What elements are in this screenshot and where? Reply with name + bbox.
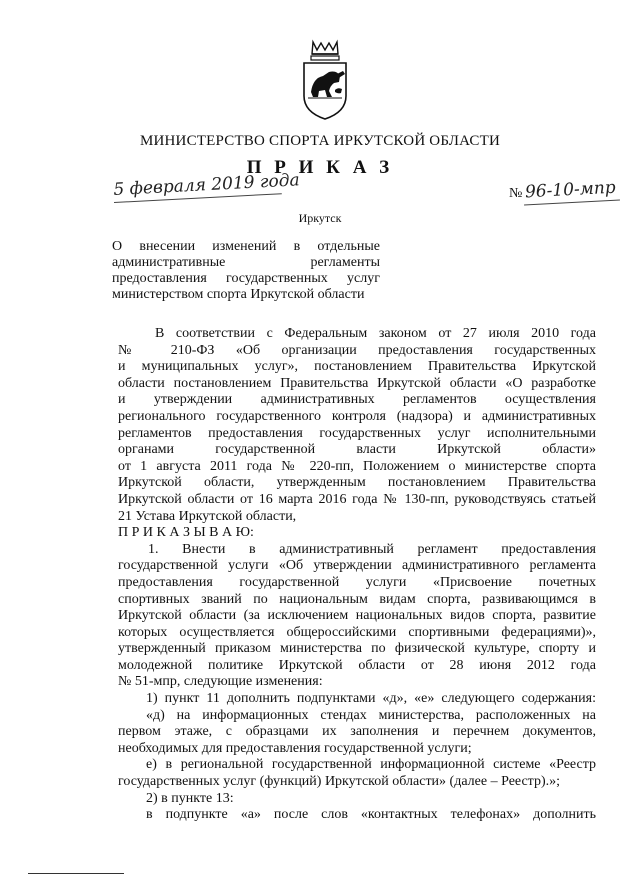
handwritten-number: 96-10-мпр (524, 177, 617, 203)
handwritten-date: 5 февраля 2019 года (112, 170, 301, 200)
body-line: в подпункте «а» после слов «контактных телефонах» дополнить (146, 807, 596, 823)
body-line: и муниципальных услуг», постановлением Правительства Иркутской (118, 359, 596, 375)
subject-line: министерством спорта Иркутской области (112, 287, 365, 302)
document-type-title: П Р И К А З (246, 157, 394, 178)
body-line: № 210-ФЗ «Об организации предоставления государственных (118, 342, 596, 358)
body-line: государственных услуг (функций) Иркутской области» (далее – Реестр).»; (118, 774, 561, 790)
order-subject (112, 239, 380, 303)
order-directive: П Р И К А З Ы В А Ю: (118, 525, 254, 541)
body-line: Иркутской области, утвержденным постановлением Правительства (118, 475, 596, 491)
body-line: регионального государственного контроля (надзора) и административных (118, 408, 596, 424)
body-line: молодежной политике Иркутской области от 28 июня 2012 года (118, 657, 596, 673)
irkutsk-coat-of-arms-icon (299, 38, 351, 122)
body-line: первом этаже, с образцами их заполнения и перечнем документов, (118, 724, 596, 740)
body-line: 1. Внести в административный регламент предоставления (148, 541, 596, 557)
body-line: Иркутской области (за исключением национальных видов спорта, развитие (118, 608, 596, 624)
body-line: которых осуществляется общероссийскими спортивными федерациями)», (118, 624, 596, 640)
body-line: области постановлением Правительства Иркутской области «О разработке (118, 375, 596, 391)
body-line: и утверждении административных регламентов осуществления (118, 392, 596, 408)
order-body (118, 326, 596, 824)
body-line: спортивных званий по национальным видам спорта, развивающимся в (118, 591, 596, 607)
number-sign: № (509, 186, 523, 201)
subject-line: предоставления государственных услуг (112, 271, 380, 286)
body-line: 2) в пункте 13: (146, 790, 234, 806)
body-line: утвержденный приказом министерства по физической культуре, спорту и (118, 641, 596, 657)
footnote-separator (28, 873, 124, 874)
body-line: е) в региональной государственной информационной системе «Реестр (146, 757, 596, 773)
body-line: № 51-мпр, следующие изменения: (118, 674, 323, 690)
body-line: В соответствии с Федеральным законом от 27 июля 2010 года (155, 326, 596, 341)
body-line: государственной услуги «Об утверждении административного регламента (118, 558, 596, 574)
body-line: «д) на информационных стендах министерства, расположенных на (146, 707, 596, 723)
ministry-name: МИНИСТЕРСТВО СПОРТА ИРКУТСКОЙ ОБЛАСТИ (139, 133, 501, 149)
body-line: от 1 августа 2011 года № 220-пп, Положением о министерстве спорта (118, 458, 596, 474)
subject-line: О внесении изменений в отдельные (112, 239, 380, 254)
body-line: Иркутской области от 16 марта 2016 года № 130-пп, руководствуясь статьей (118, 491, 596, 507)
body-line: предоставления государственной услуги «Присвоение почетных (118, 574, 596, 590)
body-line: 21 Устава Иркутской области, (118, 508, 297, 524)
city-name: Иркутск (298, 211, 342, 225)
body-line: необходимых для предоставления государственной услуги; (118, 740, 472, 756)
body-line: органами государственной власти Иркутской области» (118, 442, 596, 458)
body-line: 1) пункт 11 дополнить подпунктами «д», «е» следующего содержания: (146, 691, 596, 707)
subject-line: административные регламенты (112, 255, 380, 270)
body-line: регламентов предоставления государственных услуг исполнительными (118, 425, 596, 441)
